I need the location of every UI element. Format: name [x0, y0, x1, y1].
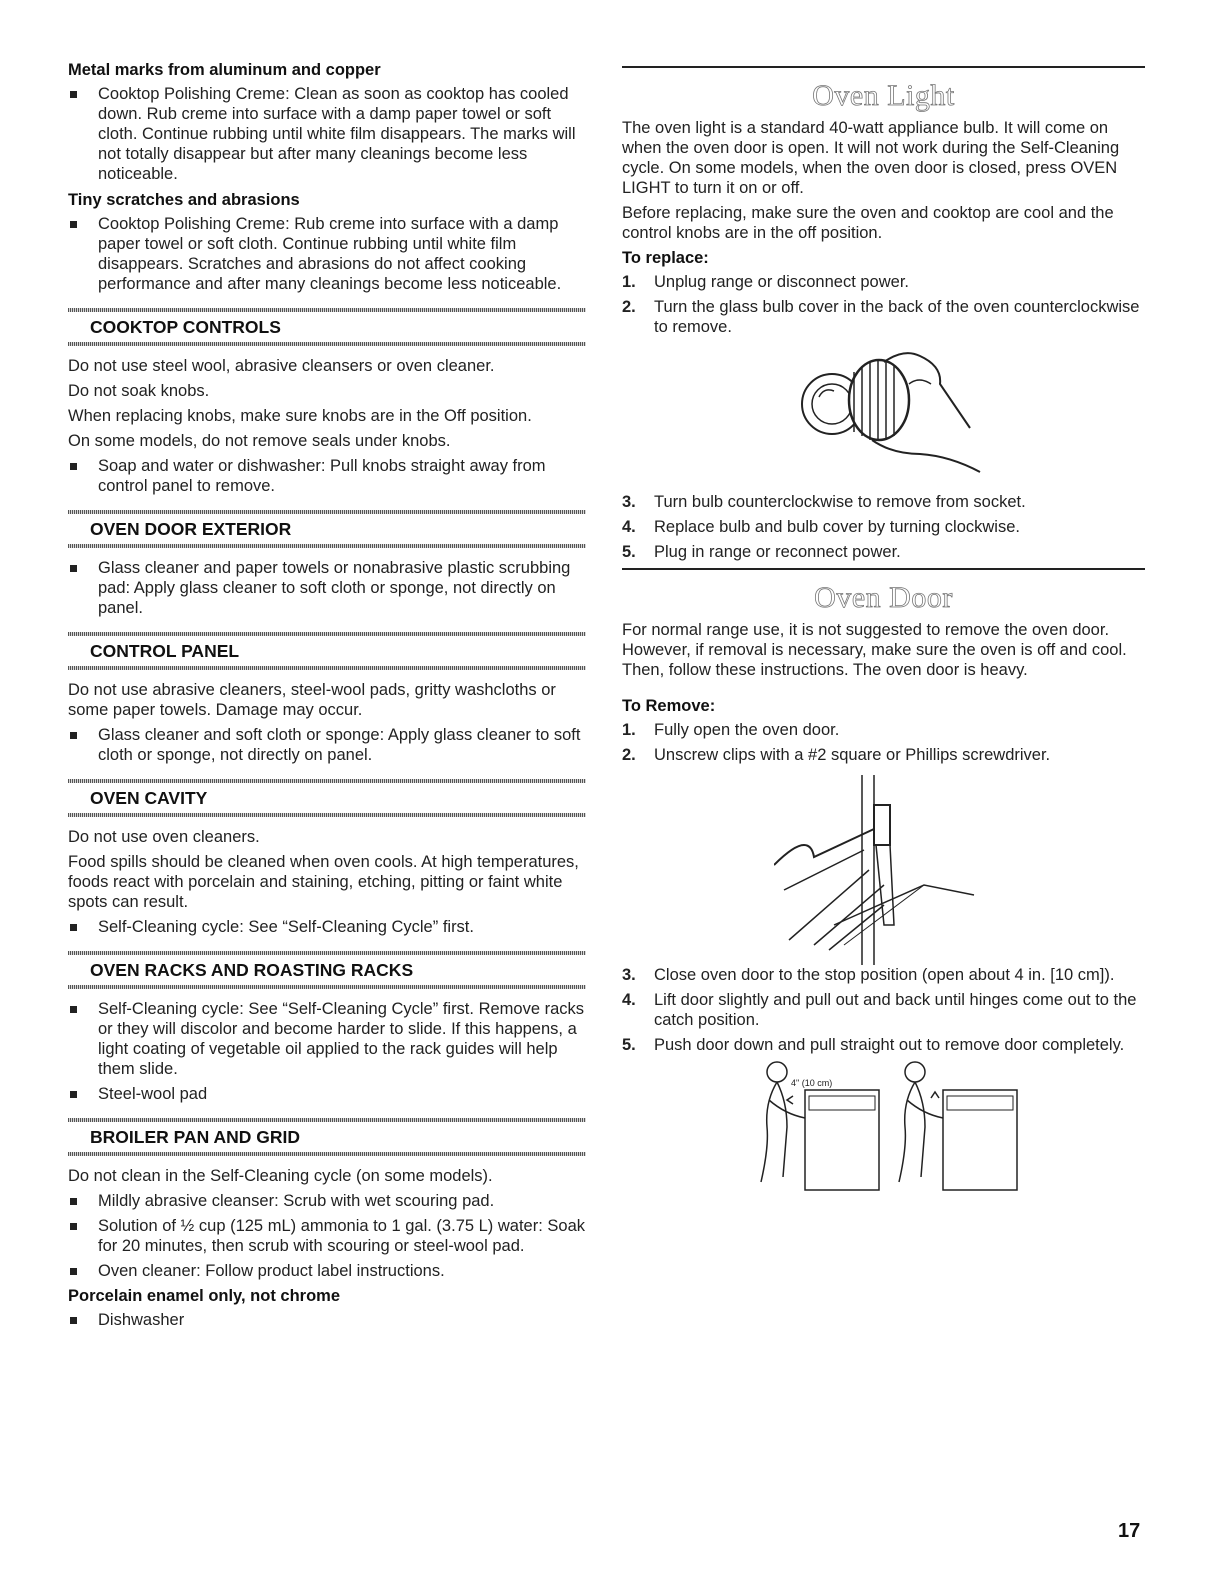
step-item — [622, 542, 1145, 562]
paragraph: Before replacing, make sure the oven and cooktop are cool and the control knobs are in the off position. — [622, 204, 1114, 242]
step-number: 3. — [622, 493, 636, 511]
step-text: Unplug range or disconnect power. — [654, 273, 909, 291]
range-outline — [805, 1090, 879, 1190]
bullet-item: Self-Cleaning cycle: See “Self-Cleaning Cycle” first. Remove racks or they will discolor and become harder to slide. If this happens, a light coating of vegetable oil applied to the rack guides will help them slide. — [68, 999, 586, 1079]
step-text: Turn bulb counterclockwise to remove from socket. — [654, 493, 1026, 511]
subheading-to-remove: To Remove: — [622, 697, 716, 715]
step-list — [622, 720, 1145, 765]
bullet-item: Dishwasher — [68, 1310, 586, 1330]
bullet-item: Glass cleaner and paper towels or nonabrasive plastic scrubbing pad: Apply glass cleaner to soft cloth or sponge, not directly on panel. — [68, 558, 586, 618]
step-number: 2. — [622, 746, 636, 764]
bullet-item: Steel-wool pad — [68, 1084, 586, 1104]
bullet-item: Cooktop Polishing Creme: Clean as soon as cooktop has cooled down. Rub creme into surface with a damp paper towel or soft cloth. Continue rubbing until white film disappears. The marks will not totally disappear but after many cleanings become less noticeable. — [68, 84, 586, 184]
step-item — [622, 990, 1145, 1030]
step-item — [622, 492, 1145, 512]
divider — [68, 813, 586, 817]
step-text: Turn the glass bulb cover in the back of the oven counterclockwise to remove. — [654, 298, 1140, 336]
page-number: 17 — [1118, 1520, 1141, 1542]
step-number: 1. — [622, 273, 636, 291]
step-text: Close oven door to the stop position (open about 4 in. [10 cm]). — [654, 966, 1115, 984]
section-title: COOKTOP CONTROLS — [90, 317, 281, 337]
door-panel — [809, 1096, 875, 1110]
step-text: Lift door slightly and pull out and back until hinges come out to the catch position. — [654, 991, 1137, 1029]
section-header-oven-racks — [68, 951, 586, 989]
section-header-cooktop-controls — [68, 308, 586, 346]
bullet-item: Cooktop Polishing Creme: Rub creme into surface with a damp paper towel or soft cloth. Continue rubbing until white film disappears. Scratches and abrasions do not affect cooking performance and after many cleanings become less noticeable. — [68, 214, 586, 294]
paragraph: When replacing knobs, make sure knobs are in the Off position. — [68, 407, 532, 425]
paragraph: On some models, do not remove seals under knobs. — [68, 432, 451, 450]
step-number: 2. — [622, 298, 636, 316]
step-text: Unscrew clips with a #2 square or Phillips screwdriver. — [654, 746, 1051, 764]
door-panel — [947, 1096, 1013, 1110]
subheading-to-replace: To replace: — [622, 249, 709, 267]
paragraph: Do not soak knobs. — [68, 382, 210, 400]
bullet-item: Solution of ½ cup (125 mL) ammonia to 1 gal. (3.75 L) water: Soak for 20 minutes, then scrub with scouring or steel-wool pad. — [68, 1216, 586, 1256]
bullet-item: Self-Cleaning cycle: See “Self-Cleaning Cycle” first. — [68, 917, 586, 937]
step-number: 3. — [622, 966, 636, 984]
step-item — [622, 517, 1145, 537]
divider — [68, 666, 586, 670]
divider — [68, 544, 586, 548]
section-title-oven-door: Oven Door — [814, 581, 953, 614]
door-hinge-illustration — [774, 770, 994, 965]
section-rule — [622, 568, 1145, 570]
paragraph: Do not use steel wool, abrasive cleansers or oven cleaner. — [68, 357, 495, 375]
paragraph: Do not clean in the Self-Cleaning cycle (on some models). — [68, 1167, 493, 1185]
section-header-broiler-pan — [68, 1118, 586, 1156]
step-number: 5. — [622, 543, 636, 561]
bullet-item: Mildly abrasive cleanser: Scrub with wet scouring pad. — [68, 1191, 586, 1211]
step-list — [622, 492, 1145, 562]
right-column — [622, 60, 1145, 1195]
door-removal-illustration — [749, 1060, 1019, 1195]
arrow-icon — [931, 1092, 939, 1098]
step-text: Push door down and pull straight out to remove door completely. — [654, 1036, 1125, 1054]
step-number: 5. — [622, 1036, 636, 1054]
bullet-item: Soap and water or dishwasher: Pull knobs straight away from control panel to remove. — [68, 456, 586, 496]
section-title: OVEN CAVITY — [90, 788, 208, 808]
bulb-cover-illustration — [784, 342, 984, 492]
step-item — [622, 1035, 1145, 1055]
step-item — [622, 297, 1145, 337]
section-rule — [622, 66, 1145, 68]
paragraph: Do not use abrasive cleaners, steel-wool pads, gritty washcloths or some paper towels. Damage may occur. — [68, 681, 556, 719]
step-text: Plug in range or reconnect power. — [654, 543, 901, 561]
bullet-item: Glass cleaner and soft cloth or sponge: Apply glass cleaner to soft cloth or sponge, not directly on panel. — [68, 725, 586, 765]
measurement-label: 4" (10 cm) — [790, 1078, 832, 1088]
step-number: 4. — [622, 518, 636, 536]
left-column — [68, 60, 586, 1335]
section-header-oven-cavity — [68, 779, 586, 817]
person-figure — [899, 1062, 943, 1182]
arrow-icon — [787, 1096, 793, 1104]
paragraph: Do not use oven cleaners. — [68, 828, 260, 846]
step-text: Fully open the oven door. — [654, 721, 840, 739]
section-header-oven-door-exterior — [68, 510, 586, 548]
divider — [68, 342, 586, 346]
section-title: BROILER PAN AND GRID — [90, 1127, 300, 1147]
section-title: OVEN DOOR EXTERIOR — [90, 519, 292, 539]
subheading-tiny-scratches: Tiny scratches and abrasions — [68, 191, 300, 209]
paragraph: The oven light is a standard 40-watt appliance bulb. It will come on when the oven door is open. It will not work during the Self-Cleaning cycle. On some models, when the oven door is closed, press OVEN LIGHT to turn it on or off. — [622, 119, 1120, 197]
divider — [68, 1152, 586, 1156]
step-list — [622, 272, 1145, 337]
paragraph: Food spills should be cleaned when oven cools. At high temperatures, foods react with porcelain and staining, etching, pitting or faint white spots can result. — [68, 853, 579, 911]
section-title: CONTROL PANEL — [90, 641, 240, 661]
step-item — [622, 745, 1145, 765]
step-item — [622, 965, 1145, 985]
subheading-metal-marks: Metal marks from aluminum and copper — [68, 61, 381, 79]
subheading-porcelain-enamel: Porcelain enamel only, not chrome — [68, 1287, 341, 1305]
section-header-control-panel — [68, 632, 586, 670]
step-item — [622, 272, 1145, 292]
section-title-oven-light: Oven Light — [812, 79, 955, 112]
bullet-item: Oven cleaner: Follow product label instructions. — [68, 1261, 586, 1281]
paragraph: For normal range use, it is not suggested to remove the oven door. However, if removal is necessary, make sure the oven is off and cool. Then, follow these instructions. The oven door is heavy. — [622, 621, 1127, 679]
step-item — [622, 720, 1145, 740]
range-outline — [943, 1090, 1017, 1190]
step-list — [622, 965, 1145, 1055]
step-text: Replace bulb and bulb cover by turning clockwise. — [654, 518, 1020, 536]
section-title: OVEN RACKS AND ROASTING RACKS — [90, 960, 414, 980]
divider — [68, 985, 586, 989]
step-number: 1. — [622, 721, 636, 739]
step-number: 4. — [622, 991, 636, 1009]
